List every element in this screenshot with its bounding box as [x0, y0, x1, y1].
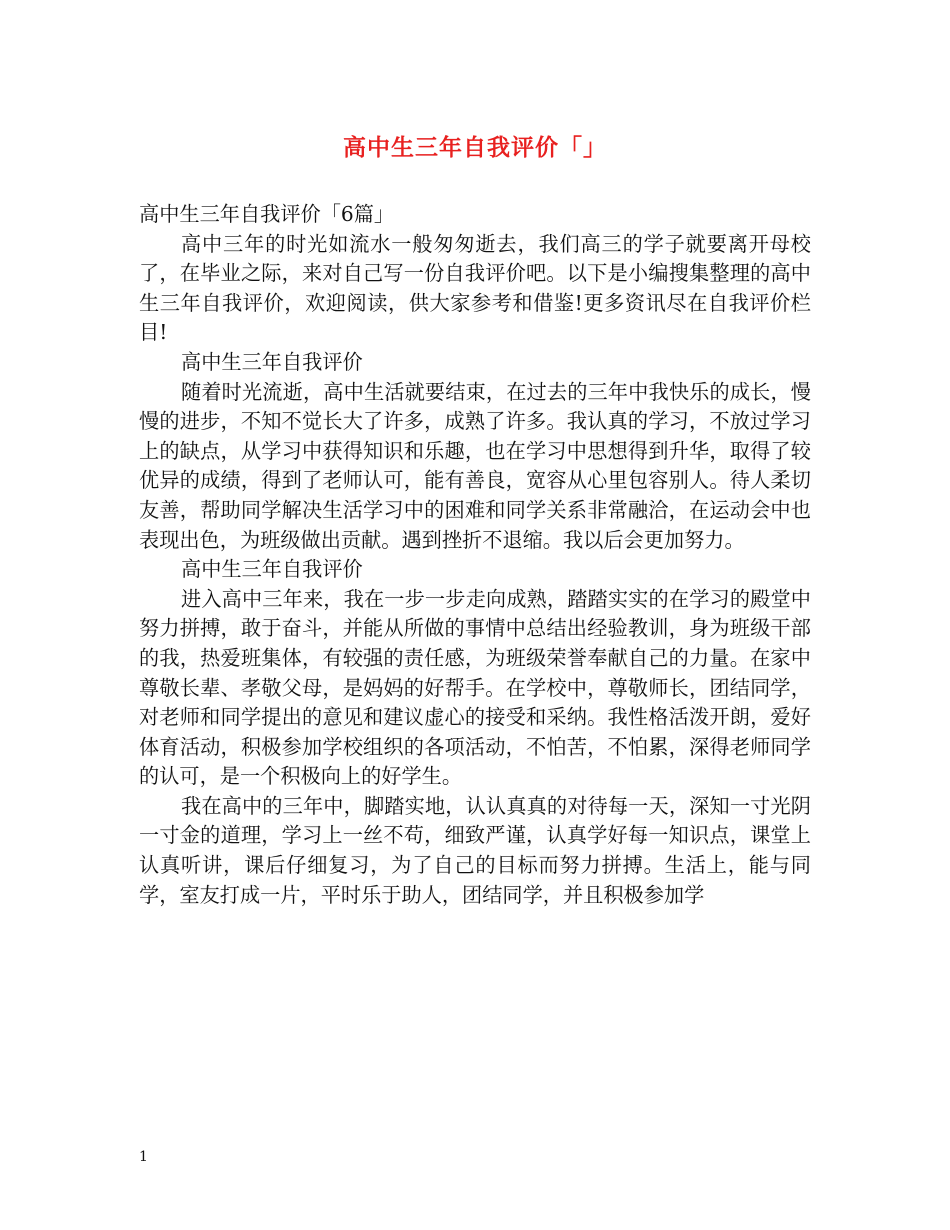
document-title: 高中生三年自我评价「」: [343, 134, 607, 161]
body-paragraph: 随着时光流逝，高中生活就要结束，在过去的三年中我快乐的成长，慢慢的进步，不知不觉长大了许多，成熟了许多。我认真的学习，不放过学习上的缺点，从学习中获得知识和乐趣，也在学习中思想得到升华，取得了较优异的成绩，得到了老师认可，能有善良，宽容从心里包容别人。待人柔切友善，帮助同学解决生活学习中的困难和同学关系非常融洽，在运动会中也表现出色，为班级做出贡献。遇到挫折不退缩。我以后会更加努力。: [139, 379, 811, 552]
page-number: 1: [139, 1149, 148, 1165]
body-paragraph: 进入高中三年来，我在一步一步走向成熟，踏踏实实的在学习的殿堂中努力拼搏，敢于奋斗，并能从所做的事情中总结出经验教训，身为班级干部的我，热爱班集体，有较强的责任感，为班级荣誉奉献自己的力量。在家中尊敬长辈、孝敬父母，是妈妈的好帮手。在学校中，尊敬师长，团结同学，对老师和同学提出的意见和建议虚心的接受和采纳。我性格活泼开朗，爱好体育活动，积极参加学校组织的各项活动，不怕苦，不怕累，深得老师同学的认可，是一个积极向上的好学生。: [139, 586, 811, 789]
document-body: [139, 200, 811, 910]
body-paragraph: 我在高中的三年中，脚踏实地，认认真真的对待每一天，深知一寸光阴一寸金的道理，学习上一丝不苟，细致严谨，认真学好每一知识点，课堂上认真听讲，课后仔细复习，为了自己的目标而努力拼搏。生活上，能与同学，室友打成一片，平时乐于助人，团结同学，并且积极参加学: [139, 793, 811, 907]
intro-paragraph: 高中三年的时光如流水一般匆匆逝去，我们高三的学子就要离开母校了，在毕业之际，来对自己写一份自我评价吧。以下是小编搜集整理的高中生三年自我评价，欢迎阅读，供大家参考和借鉴!更多资讯尽在自我评价栏目!: [139, 231, 811, 345]
section-heading: 高中生三年自我评价: [181, 557, 363, 582]
subtitle-paragraph: 高中生三年自我评价「6篇」: [139, 202, 395, 226]
section-heading: 高中生三年自我评价: [181, 349, 363, 374]
